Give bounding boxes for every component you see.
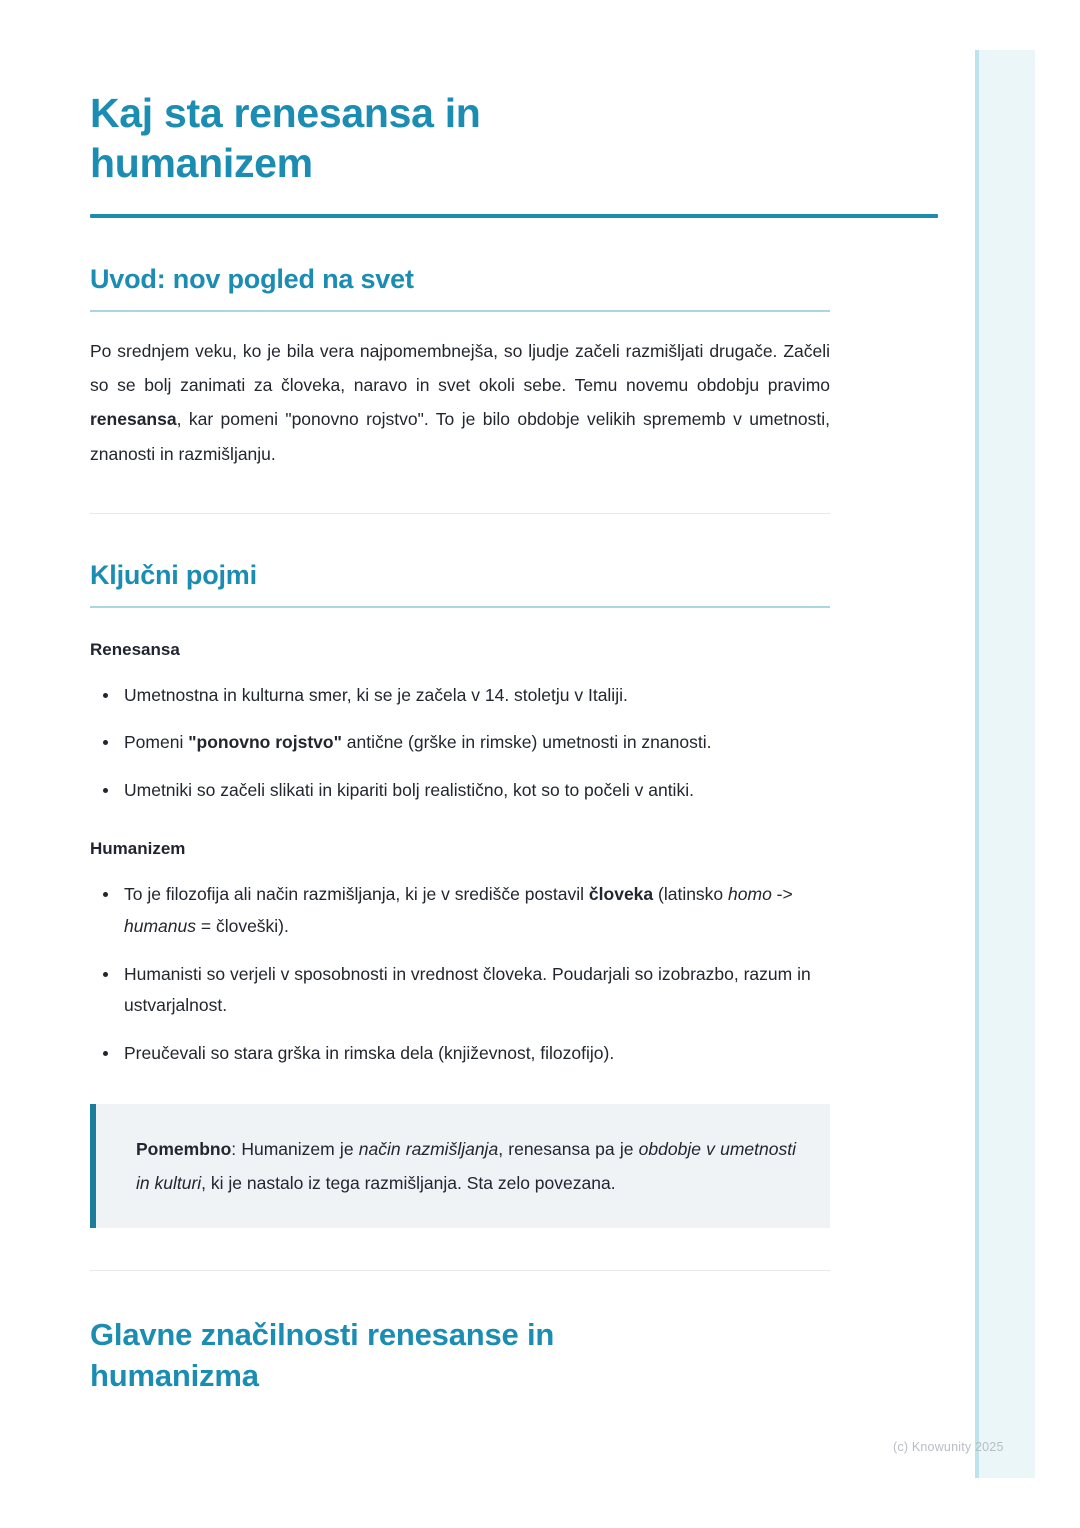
section-heading-uvod: Uvod: nov pogled na svet [90, 264, 414, 295]
list-item-text: = človeški). [196, 915, 289, 936]
list-item-text: -> [771, 883, 793, 904]
section-divider-1 [90, 513, 830, 514]
list-item [90, 727, 830, 759]
list-item-text: To je filozofija ali način razmišljanja, ki je v središče postavil [124, 883, 589, 904]
list-item-text: Preučevali so stara grška in rimska dela (književnost, filozofijo). [124, 1043, 615, 1064]
page-title: Kaj sta renesansa in humanizem [90, 90, 481, 187]
intro-text-part2: , kar pomeni "ponovno rojstvo". To je bilo obdobje velikih sprememb v umetnosti, znanosti in razmišljanju. [90, 409, 830, 464]
callout-bold-label: Pomembno [136, 1139, 232, 1160]
important-callout [90, 1104, 830, 1228]
title-underline [90, 214, 938, 218]
callout-text-part1: : Humanizem je [231, 1139, 359, 1160]
list-item [90, 879, 830, 943]
section-divider-2 [90, 1270, 830, 1271]
section-heading-underline [90, 606, 830, 608]
list-item [90, 775, 830, 807]
section-kljucni-pojmi [90, 558, 830, 1229]
bullet-list-humanizem [90, 879, 830, 1070]
section-heading-glavne-znacilnosti: Glavne značilnosti renesanse in humanizma [90, 1317, 555, 1393]
list-item-bold: človeka [588, 883, 654, 904]
callout-italic-1: način razmišljanja [358, 1139, 499, 1160]
callout-text [136, 1132, 796, 1200]
list-item-text: Pomeni [124, 732, 189, 753]
section-glavne-znacilnosti [90, 1315, 830, 1396]
intro-text-part1: Po srednjem veku, ko je bila vera najpomembnejša, so ljudje začeli razmišljati drugače. Začeli so se bolj zanimati za človeka, naravo in svet okoli sebe. Temu novemu obdobju pravimo [90, 341, 830, 396]
list-item-italic: homo [728, 883, 772, 904]
list-item [90, 680, 830, 712]
list-item-text: Umetniki so začeli slikati in kipariti bolj realistično, kot so to počeli v antiki. [124, 780, 694, 801]
right-decorative-panel [975, 50, 1035, 1478]
list-item-text: Humanisti so verjeli v sposobnosti in vrednost človeka. Poudarjali so izobrazbo, razum in ustvarjalnost. [124, 963, 811, 1016]
list-item [90, 959, 830, 1023]
document-content [90, 88, 830, 1396]
watermark: (c) Knowunity 2025 [893, 1440, 1004, 1454]
list-item-italic: humanus [124, 915, 196, 936]
intro-bold-renesansa: renesansa [90, 409, 177, 430]
list-item-text: antične (grške in rimske) umetnosti in znanosti. [341, 732, 712, 753]
section-uvod [90, 262, 830, 471]
callout-text-part3: , ki je nastalo iz tega razmišljanja. Sta zelo povezana. [201, 1173, 616, 1194]
callout-italic-2: obdobje v umetnosti in kulturi [136, 1139, 796, 1194]
sub-heading-humanizem: Humanizem [90, 839, 186, 859]
bullet-list-renesansa [90, 680, 830, 808]
list-item [90, 1038, 830, 1070]
section-heading-kljucni-pojmi: Ključni pojmi [90, 559, 257, 590]
list-item-text: (latinsko [653, 883, 729, 904]
list-item-bold: "ponovno rojstvo" [188, 732, 342, 753]
list-item-text: Umetnostna in kulturna smer, ki se je začela v 14. stoletju v Italiji. [124, 684, 628, 705]
sub-heading-renesansa: Renesansa [90, 639, 180, 659]
intro-paragraph [90, 334, 830, 471]
callout-text-part2: , renesansa pa je [498, 1139, 639, 1160]
section-heading-underline [90, 310, 830, 312]
